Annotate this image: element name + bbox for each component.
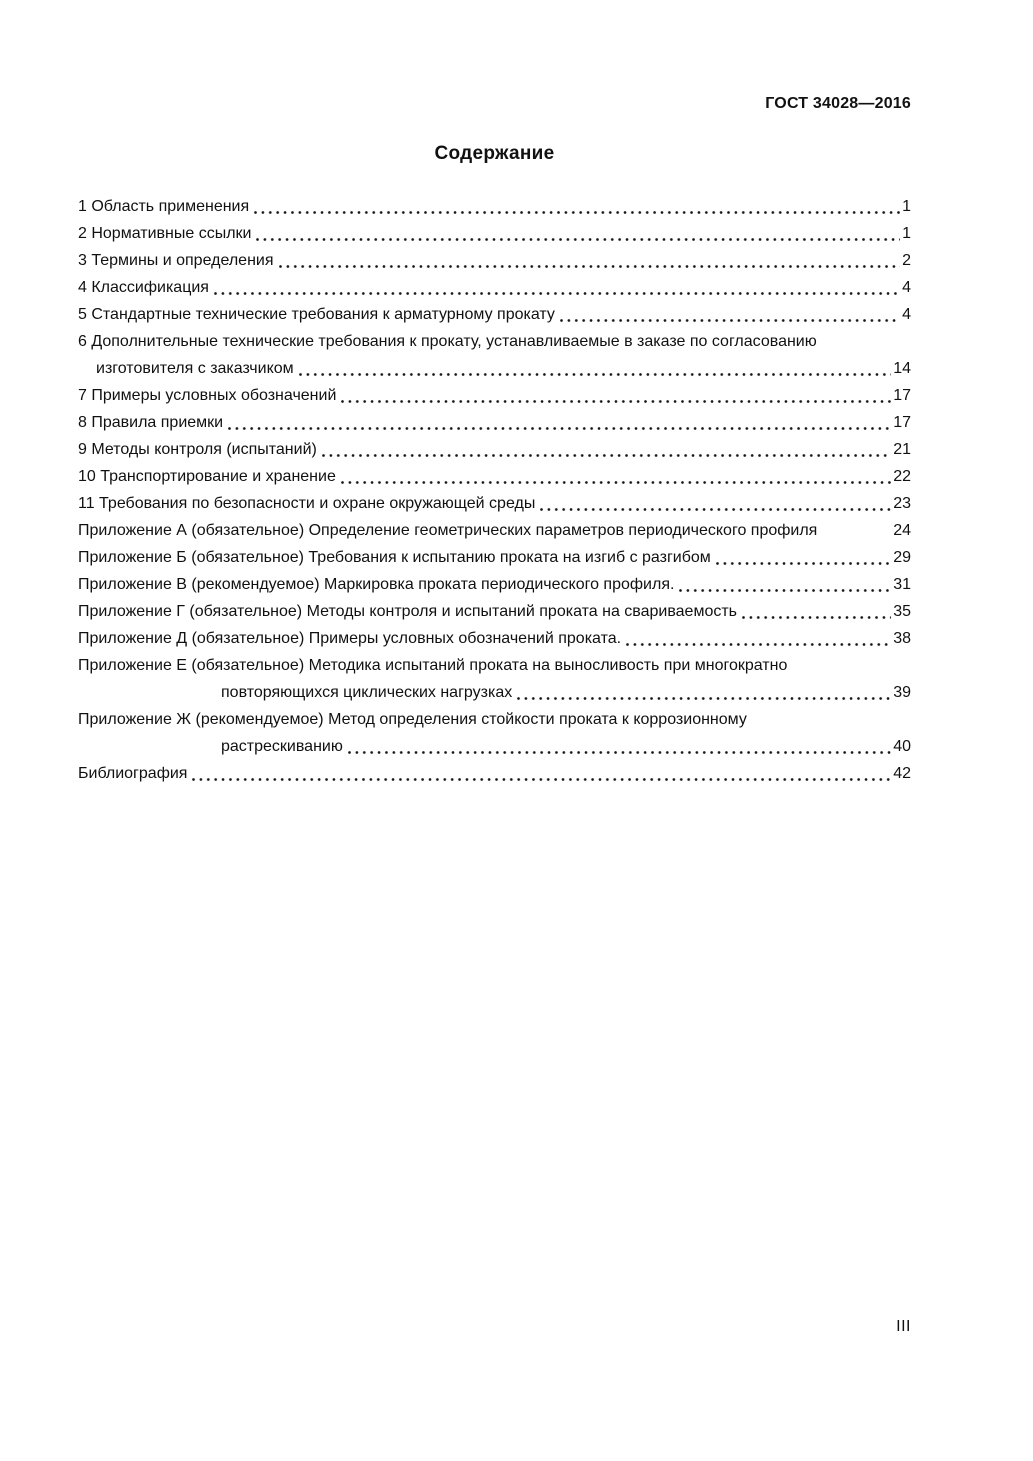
dot-leader [256,238,900,241]
toc-entry [78,274,911,301]
toc-page-number: 38 [893,630,911,647]
toc-entry-line [78,301,911,328]
toc-entry-text: 2 Нормативные ссылки [78,225,252,242]
page-title: Содержание [434,143,555,164]
toc-entry-text: 8 Правила приемки [78,414,224,431]
toc-page-number: 35 [893,603,911,620]
toc-entry-text: 9 Методы контроля (испытаний) [78,441,317,458]
toc-page-number: 17 [893,414,911,431]
toc-page-number: 40 [893,738,911,755]
toc-page-number: 24 [893,522,911,539]
toc-entry [78,490,911,517]
toc-page-number: 17 [893,387,911,404]
toc-entry-line [78,355,911,382]
dot-leader [299,373,892,376]
toc-entry [78,517,911,544]
toc-entry-text: изготовителя с заказчиком [96,360,294,377]
toc-entry-line [78,436,911,463]
toc-entry [78,220,911,247]
toc-entry [78,652,911,706]
toc-entry-text: 11 Требования по безопасности и охране окружающей среды [78,495,536,512]
page-number-footer [896,1318,911,1336]
toc-page-number: 1 [902,225,911,242]
dot-leader [228,427,891,430]
toc-entry-line [78,652,911,679]
toc-entry-line [78,733,911,760]
dot-leader [192,778,891,781]
dot-leader [742,616,891,619]
toc-entry-text: 3 Термины и определения [78,252,274,269]
standard-number: ГОСТ 34028—2016 [765,95,911,112]
toc-page-number: 1 [902,198,911,215]
toc-entry [78,328,911,382]
toc-entry [78,760,911,787]
toc-entry-line [78,409,911,436]
toc-entry-text: Приложение Б (обязательное) Требования к испытанию проката на изгиб с разгибом [78,549,711,566]
dot-leader [517,697,891,700]
toc-entry-text: 10 Транспортирование и хранение [78,468,336,485]
toc-entry [78,625,911,652]
toc-entry-text: 5 Стандартные технические требования к арматурному прокату [78,306,555,323]
toc-entry-line [78,706,911,733]
dot-leader [560,319,900,322]
toc-entry-line [78,193,911,220]
toc-page-number: 42 [893,765,911,782]
toc-entry [78,436,911,463]
dot-leader [322,454,891,457]
toc-entry-text: повторяющихся циклических нагрузках [221,684,513,701]
toc-entry [78,409,911,436]
toc-entry-text: Приложение В (рекомендуемое) Маркировка проката периодического профиля. [78,576,675,593]
dot-leader [348,751,891,754]
toc-entry-line [78,598,911,625]
toc-entry [78,598,911,625]
dot-leader [279,265,901,268]
toc-page-number: 2 [902,252,911,269]
toc-entry [78,193,911,220]
toc-entry [78,247,911,274]
toc-entry-line [78,760,911,787]
toc-entry-line [78,382,911,409]
dot-leader [626,643,891,646]
toc-entry [78,463,911,490]
toc-entry-text: Приложение А (обязательное) Определение геометрических параметров периодического профиля [78,522,818,539]
toc-entry-line [78,463,911,490]
toc-entry-text: 4 Классификация [78,279,209,296]
toc-page-number: 21 [893,441,911,458]
toc-entry-line [78,220,911,247]
toc-entry [78,382,911,409]
page-content [78,95,911,787]
toc-page-number: 4 [902,279,911,296]
toc-entry-text: 6 Дополнительные технические требования к прокату, устанавливаемые в заказе по согласованию [78,333,817,350]
toc-entry-line [78,544,911,571]
toc-page-number: 23 [893,495,911,512]
dot-leader [214,292,900,295]
dot-leader [341,400,891,403]
toc-entry [78,571,911,598]
toc-entry-line [78,247,911,274]
toc-entry-line [78,490,911,517]
toc-entry-line [78,274,911,301]
dot-leader [716,562,891,565]
table-of-contents [78,193,911,787]
toc-entry-line [78,517,911,544]
toc-entry-text: растрескиванию [221,738,343,755]
dot-leader [341,481,891,484]
dot-leader [825,535,891,538]
toc-entry [78,706,911,760]
toc-entry-line [78,328,911,355]
dot-leader [540,508,891,511]
toc-entry-text: Приложение Г (обязательное) Методы контроля и испытаний проката на свариваемость [78,603,738,620]
toc-entry-text: 1 Область применения [78,198,250,215]
toc-page-number: 4 [902,306,911,323]
toc-entry-text: Приложение Е (обязательное) Методика испытаний проката на выносливость при многократно [78,657,788,674]
toc-entry-line [78,625,911,652]
document-header [78,95,911,113]
toc-page-number: 31 [893,576,911,593]
page-number: III [896,1318,911,1335]
toc-entry-line [78,571,911,598]
toc-entry-text: Библиография [78,765,188,782]
toc-entry [78,301,911,328]
toc-entry-text: 7 Примеры условных обозначений [78,387,337,404]
toc-entry-text: Приложение Д (обязательное) Примеры условных обозначений проката. [78,630,622,647]
toc-entry [78,544,911,571]
toc-entry-text: Приложение Ж (рекомендуемое) Метод определения стойкости проката к коррозионному [78,711,747,728]
toc-page-number: 14 [893,360,911,377]
toc-page-number: 39 [893,684,911,701]
toc-page-number: 22 [893,468,911,485]
toc-page-number: 29 [893,549,911,566]
toc-entry-line [78,679,911,706]
dot-leader [679,589,891,592]
dot-leader [254,211,900,214]
